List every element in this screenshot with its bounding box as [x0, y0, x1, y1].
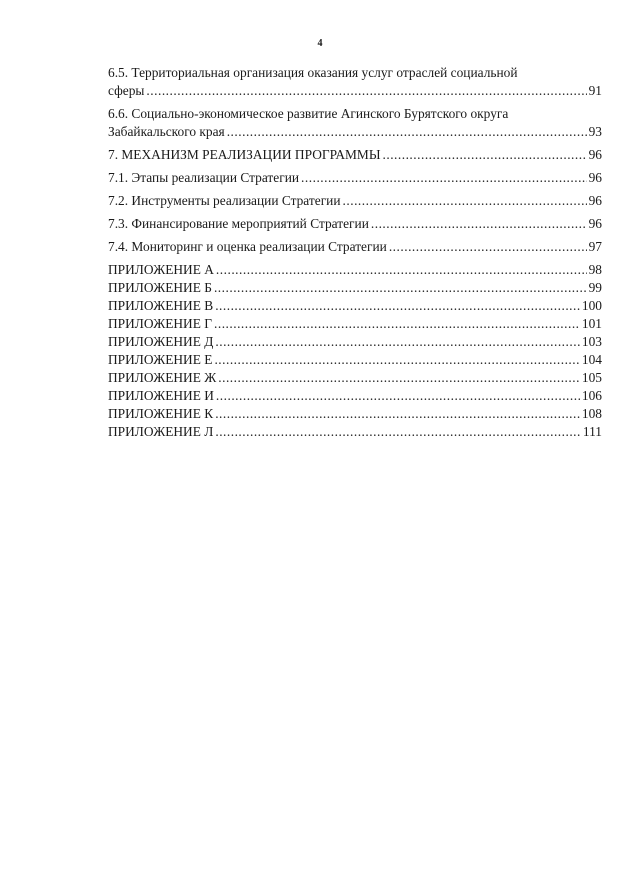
dot-leader — [343, 192, 587, 210]
toc-entry-title: сферы — [108, 83, 145, 98]
toc-entry — [108, 387, 602, 405]
toc-entry-title: ПРИЛОЖЕНИЕ А — [108, 262, 214, 277]
dot-leader — [214, 315, 580, 333]
toc-entry — [108, 423, 602, 441]
dot-leader — [216, 387, 580, 405]
dot-leader — [214, 279, 587, 297]
toc-entry-page: 106 — [581, 388, 602, 403]
dot-leader — [146, 82, 586, 100]
toc-entry-page: 105 — [581, 370, 602, 385]
toc-entry-page: 96 — [588, 216, 602, 231]
toc-entry — [108, 64, 602, 100]
toc-entry — [108, 192, 602, 210]
dot-leader — [215, 297, 580, 315]
dot-leader — [218, 369, 580, 387]
dot-leader — [216, 261, 587, 279]
toc-entry-page: 99 — [588, 280, 602, 295]
toc-entry — [108, 297, 602, 315]
toc-entry — [108, 369, 602, 387]
toc-entry-title: 7. МЕХАНИЗМ РЕАЛИЗАЦИИ ПРОГРАММЫ — [108, 147, 381, 162]
toc-entry — [108, 333, 602, 351]
toc-entry-title: 7.4. Мониторинг и оценка реализации Стратегии — [108, 239, 387, 254]
toc-entry-page: 104 — [581, 352, 602, 367]
toc-entry-title-line1: 6.6. Социально-экономическое развитие Агинского Бурятского округа — [108, 106, 509, 121]
toc-entry-title: ПРИЛОЖЕНИЕ И — [108, 388, 214, 403]
toc-entry — [108, 351, 602, 369]
dot-leader — [215, 423, 581, 441]
toc-entry — [108, 405, 602, 423]
toc-entry — [108, 279, 602, 297]
toc-entry-page: 98 — [588, 262, 602, 277]
dot-leader — [389, 238, 587, 256]
dot-leader — [301, 169, 587, 187]
toc-entry-title: ПРИЛОЖЕНИЕ Ж — [108, 370, 217, 385]
toc-entry-title: 7.2. Инструменты реализации Стратегии — [108, 193, 341, 208]
toc-entry-page: 91 — [588, 83, 602, 98]
toc-entry — [108, 215, 602, 233]
table-of-contents — [108, 64, 602, 441]
toc-entry-page: 103 — [581, 334, 602, 349]
toc-entry — [108, 238, 602, 256]
dot-leader — [227, 123, 587, 141]
dot-leader — [215, 405, 580, 423]
toc-entry — [108, 146, 602, 164]
toc-entry-page: 97 — [588, 239, 602, 254]
toc-entry — [108, 105, 602, 141]
toc-entry-title: ПРИЛОЖЕНИЕ Е — [108, 352, 213, 367]
toc-entry — [108, 261, 602, 279]
toc-entry-title: 7.3. Финансирование мероприятий Стратегии — [108, 216, 369, 231]
page-number: 4 — [317, 38, 323, 49]
toc-entry-page: 108 — [581, 406, 602, 421]
toc-entry-title: ПРИЛОЖЕНИЕ Д — [108, 334, 214, 349]
toc-entry-title: ПРИЛОЖЕНИЕ Г — [108, 316, 212, 331]
toc-entry-page: 96 — [588, 193, 602, 208]
dot-leader — [215, 333, 580, 351]
toc-entry-title: ПРИЛОЖЕНИЕ К — [108, 406, 214, 421]
dot-leader — [214, 351, 579, 369]
dot-leader — [383, 146, 587, 164]
toc-entry-page: 101 — [581, 316, 602, 331]
toc-entry-page: 93 — [588, 124, 602, 139]
toc-entry-title: ПРИЛОЖЕНИЕ В — [108, 298, 214, 313]
toc-entry — [108, 315, 602, 333]
toc-entry-title: 7.1. Этапы реализации Стратегии — [108, 170, 300, 185]
toc-entry-page: 100 — [581, 298, 602, 313]
toc-entry-page: 96 — [588, 147, 602, 162]
toc-entry-title-line1: 6.5. Территориальная организация оказания услуг отраслей социальной — [108, 65, 518, 80]
toc-entry-title: ПРИЛОЖЕНИЕ Б — [108, 280, 212, 295]
toc-entry-page: 111 — [582, 424, 602, 439]
toc-entry-title: Забайкальского края — [108, 124, 225, 139]
toc-entry-title: ПРИЛОЖЕНИЕ Л — [108, 424, 214, 439]
toc-entry — [108, 169, 602, 187]
dot-leader — [371, 215, 587, 233]
toc-entry-page: 96 — [588, 170, 602, 185]
